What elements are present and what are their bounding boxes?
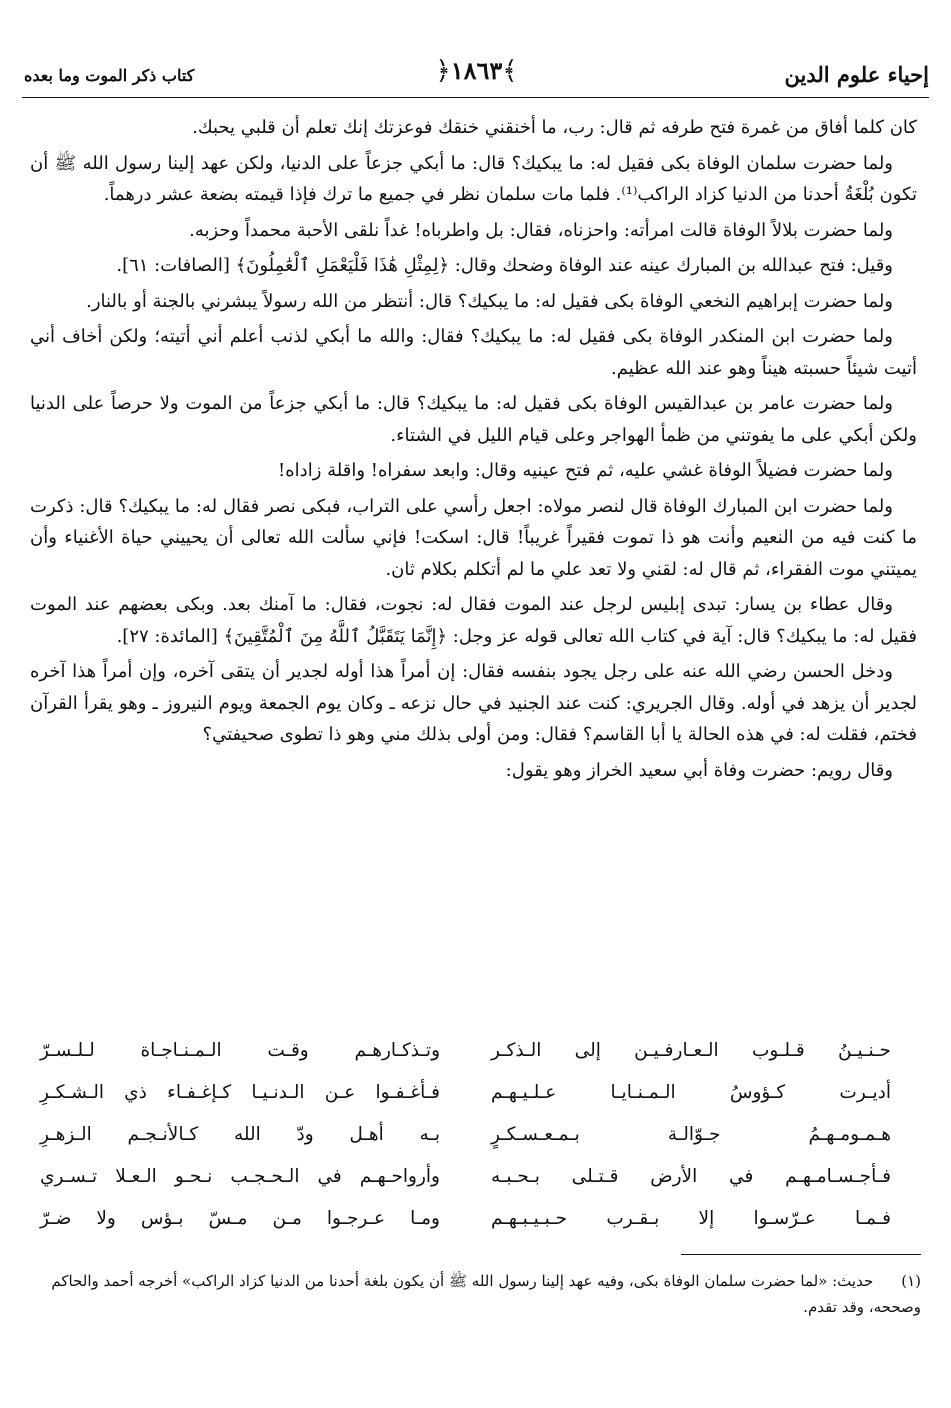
paragraph: ولما حضرت عامر بن عبدالقيس الوفاة بكى فقيل له: ما يبكيك؟ قال: ما أبكي جزعاً من الموت ولا حرصاً على الدنيا ولكن أبكي على ما يفوتني من ظمأ الهواجر وعلى قيام الليل في الشتاء. <box>30 393 917 446</box>
poem-hemistich-second: بـه أهـل ودّ الله كـالأنـجـم الـزهـرِ <box>40 1124 440 1145</box>
book-title: إحياء علوم الدين <box>784 62 929 87</box>
poem-hemistich-first: هـمـومـهـمُ جـوّالـة بـمـعـسـكـرٍ <box>491 1124 891 1145</box>
ornament-right-icon: ﴾ <box>502 56 518 86</box>
page-number-text: ١٨٦٣ <box>450 56 503 85</box>
poem-verse <box>40 1124 891 1166</box>
poem-hemistich-first: أديـرت كـؤوسُ الـمـنـايـا عـلـيـهـم <box>491 1082 891 1103</box>
paragraph: ولما حضرت إبراهيم النخعي الوفاة بكى فقيل له: ما يبكيك؟ قال: أنتظر من الله رسولاً يبشرني بالجنة أو بالنار. <box>86 290 893 312</box>
paragraph: ولما حضرت فضيلاً الوفاة غشي عليه، ثم فتح عينيه وقال: وابعد سفراه! واقلة زاداه! <box>278 460 893 481</box>
poem-hemistich-first: حـنـيـنُ قـلـوب الـعـارفـيـن إلى الـذكـر <box>491 1040 891 1061</box>
poem-verse <box>40 1082 891 1124</box>
poem-hemistich-first: فـأجـسـامـهـم في الأرض قـتـلى بـحـبـه <box>491 1166 891 1187</box>
poem-verse <box>40 1208 891 1250</box>
paragraph: ولما حضرت ابن المنكدر الوفاة بكى فقيل له: ما يبكيك؟ فقال: والله ما أبكي لذنب أعلم أني أتيته؛ ولكن أخاف أني أتيت شيئاً حسبته هيناً وهو عند الله عظيم. <box>30 326 917 379</box>
footnote-text: حديث: «لما حضرت سلمان الوفاة بكى، وفيه عهد إلينا رسول الله ﷺ أن يكون بلغة أحدنا من الدنيا كزاد الراكب» أخرجه أحمد والحاكم وصححه، وقد تقدم. <box>51 1272 921 1316</box>
paragraph: ولما حضرت سلمان الوفاة بكى فقيل له: ما يبكيك؟ قال: ما أبكي جزعاً على الدنيا، ولكن عهد إلينا رسول الله ﷺ أن تكون بُلْغَةُ أحدنا من الدنيا كزاد الراكب⁽¹⁾. فلما مات سلمان نظر في جميع ما ترك فإذا قيمته بضعة عشر درهماً. <box>30 152 917 205</box>
page-number <box>435 56 517 86</box>
poem <box>40 1040 891 1250</box>
paragraph: كان كلما أفاق من غمرة فتح طرفه ثم قال: رب، ما أخنقني خنقك فوعزتك إنك تعلم أن قلبي يحبك. <box>192 117 917 138</box>
footnote-marker: (١) <box>901 1272 921 1290</box>
poem-verse <box>40 1040 891 1082</box>
poem-hemistich-second: ومـا عـرجـوا مـن مـسّ بـؤس ولا ضـرّ <box>40 1208 440 1229</box>
paragraph: وقال رويم: حضرت وفاة أبي سعيد الخراز وهو يقول: <box>505 759 893 781</box>
poem-hemistich-second: وتـذكـارهـم وقـت الـمـنـاجـاة لـلـسـرّ <box>40 1040 440 1061</box>
footnote-divider <box>681 1254 921 1255</box>
poem-hemistich-second: فـأغـفـوا عـن الـدنـيـا كـإغـفـاء ذي الـشـكـرِ <box>40 1082 440 1103</box>
chapter-title: كتاب ذكر الموت وما بعده <box>24 66 195 85</box>
main-text <box>30 112 917 790</box>
paragraph: ولما حضرت ابن المبارك الوفاة قال لنصر مولاه: اجعل رأسي على التراب، فبكى نصر فقال له: ما يبكيك؟ قال: ذكرت ما كنت فيه من النعيم وأنت هو ذا تموت فقيراً غريباً! قال: اسكت! فإني سألت الله تعالى أن يحييني حياة الأغنياء وأن يميتني موت الفقراء، ثم قال له: لقني ولا تعد علي ما لم أتكلم بكلام ثان. <box>30 495 917 580</box>
paragraph: ودخل الحسن رضي الله عنه على رجل يجود بنفسه فقال: إن أمراً هذا أوله لجدير أن يتقى آخره، وإن أمراً هذا آخره لجدير أن يزهد في أوله. وقال الجريري: كنت عند الجنيد في حال نزعه ـ وكان يوم الجمعة ويوم النيروز ـ وهو يقرأ القرآن فختم، فقلت له: في هذه الحالة يا أبا القاسم؟ فقال: ومن أولى بذلك مني وهو ذا تطوى صحيفتي؟ <box>30 661 917 745</box>
paragraph: وقال عطاء بن يسار: تبدى إبليس لرجل عند الموت فقال له: نجوت، فقال: ما آمنك بعد. وبكى بعضهم عند الموت فقيل له: ما يبكيك؟ قال: آية في كتاب الله تعالى قوله عز وجل: ﴿إِنَّمَا يَتَقَبَّلُ ٱللَّهُ مِنَ ٱلْمُتَّقِينَ﴾ [المائدة: ٢٧]. <box>30 594 917 647</box>
poem-verse <box>40 1166 891 1208</box>
header-divider <box>22 97 929 98</box>
ornament-left-icon: ﴿ <box>435 56 451 86</box>
footnote <box>28 1268 921 1320</box>
poem-hemistich-first: فـمـا عـرّسـوا إلا بـقـرب حـبـيـبـهـم <box>491 1208 891 1229</box>
poem-hemistich-second: وأرواحـهـم في الـحـجـب نـحـو الـعـلا تـسـري <box>40 1166 440 1187</box>
paragraph: وقيل: فتح عبدالله بن المبارك عينه عند الوفاة وضحك وقال: ﴿لِمِثْلِ هَٰذَا فَلْيَعْمَلِ ٱلْعَٰمِلُونَ﴾ [الصافات: ٦١]. <box>116 255 893 276</box>
paragraph: ولما حضرت بلالاً الوفاة قالت امرأته: واحزناه، فقال: بل واطرباه! غداً نلقى الأحبة محمداً وحزبه. <box>189 219 893 241</box>
page-header <box>24 54 929 94</box>
